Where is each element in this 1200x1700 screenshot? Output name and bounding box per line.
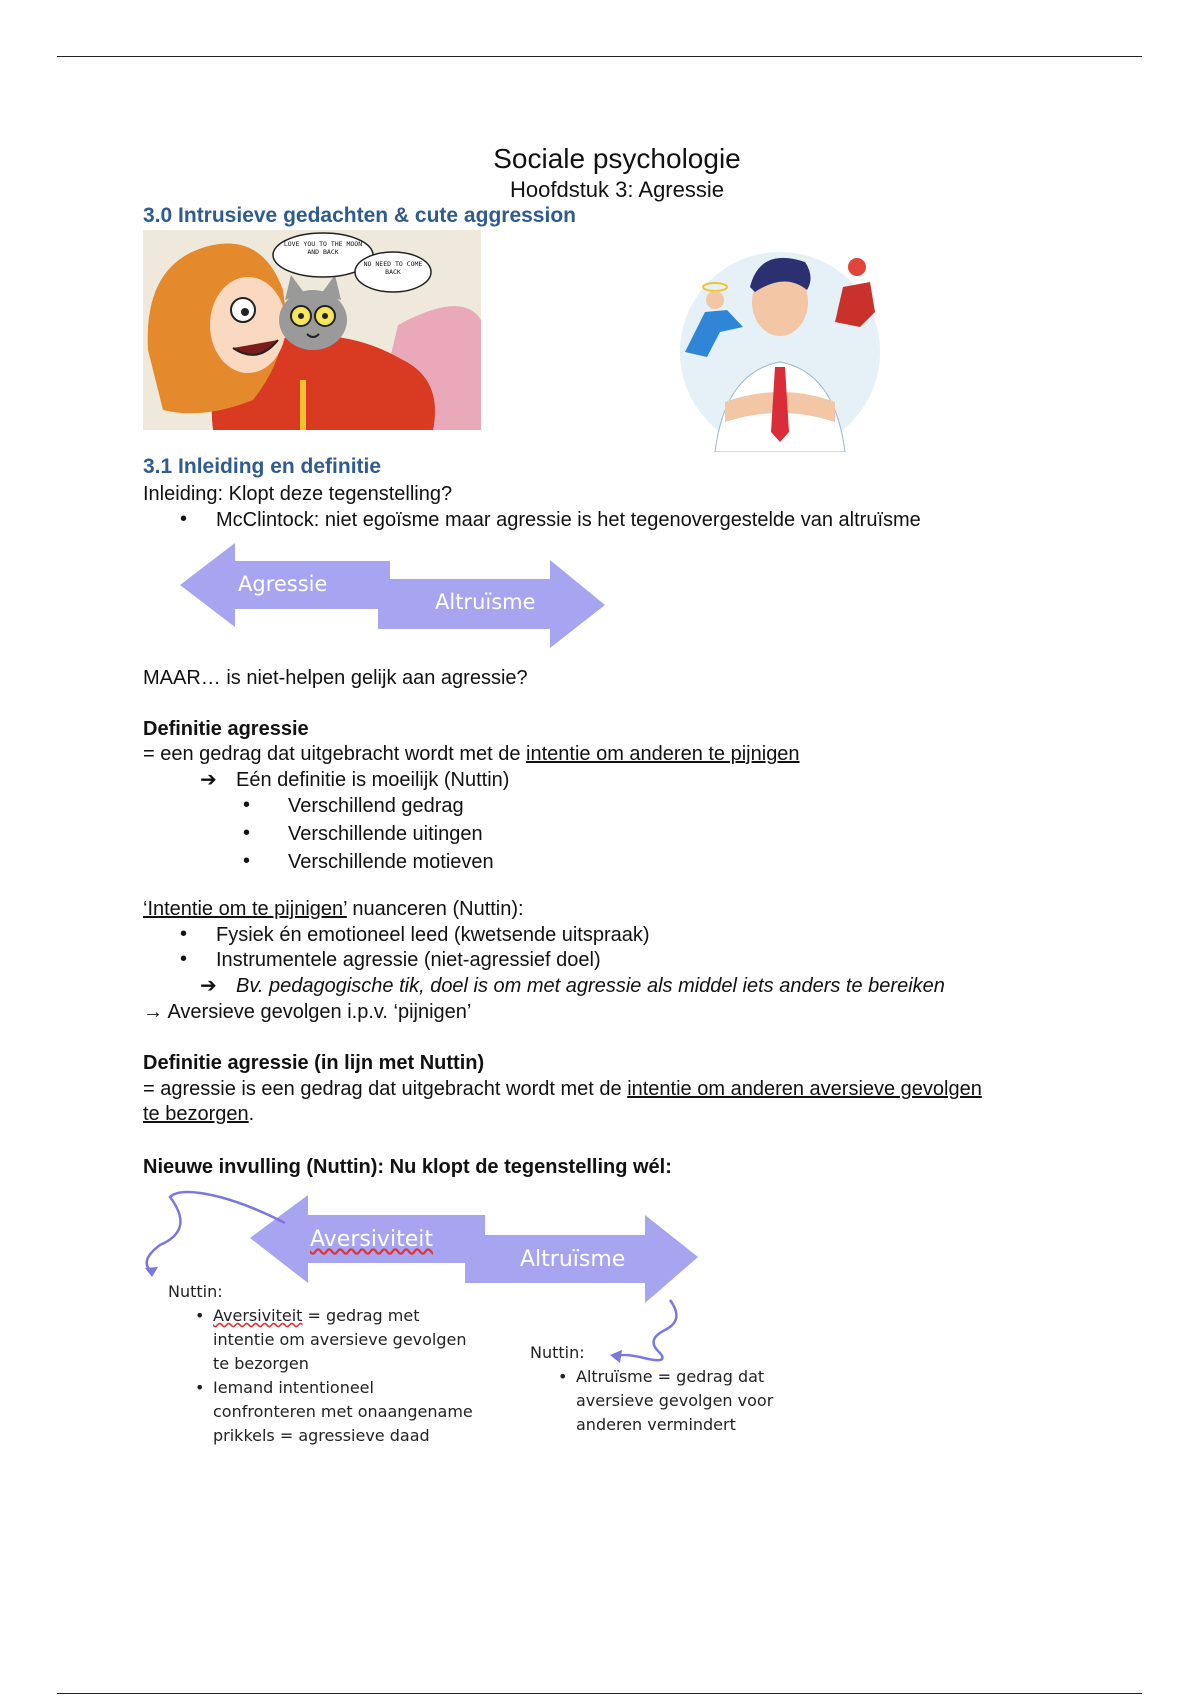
def1-arrow-item: Eén definitie is moeilijk (Nuttin)	[236, 769, 510, 791]
bullet-dot: •	[180, 948, 188, 970]
left-note-term: Aversiviteit	[213, 1306, 303, 1325]
bullet-dot: •	[243, 794, 251, 816]
def1-line-underlined: intentie om anderen te pijnigen	[526, 743, 800, 765]
def1-subitem-3: Verschillende motieven	[288, 851, 494, 873]
aversiviteit-text: Aversiviteit	[310, 1227, 433, 1252]
def1-subitem-1: Verschillend gedrag	[288, 795, 464, 817]
page-subtitle: Hoofdstuk 3: Agressie	[509, 177, 724, 202]
def2-line-pre: = agressie is een gedrag dat uitgebracht wordt met de	[143, 1078, 628, 1100]
arrow-label-aversiviteit	[310, 1227, 433, 1252]
right-note-label: Nuttin:	[530, 1343, 585, 1362]
left-note-b1-l3: te bezorgen	[213, 1354, 309, 1373]
left-note-b2-l3: prikkels = agressieve daad	[213, 1426, 430, 1445]
angel-devil-illustration	[665, 232, 885, 452]
arrow-label-agressie: Agressie	[238, 572, 328, 596]
arrow-bold-icon: ➔	[200, 975, 217, 997]
cartoon-bubble-2: NO NEED TO COME BACK	[363, 260, 423, 276]
nuance-bullet-1: Fysiek én emotioneel leed (kwetsende uitspraak)	[216, 924, 650, 946]
nuance-line	[143, 896, 524, 922]
bullet-dot: •	[243, 822, 251, 844]
top-rule	[57, 56, 1142, 57]
left-note-b2-l1: Iemand intentioneel	[213, 1378, 374, 1397]
intro-line: Inleiding: Klopt deze tegenstelling?	[143, 483, 453, 505]
def2-heading: Definitie agressie (in lijn met Nuttin)	[143, 1052, 485, 1074]
nuance-rest: nuanceren (Nuttin):	[346, 898, 524, 920]
bottom-rule	[57, 1693, 1142, 1694]
bullet-dot: •	[180, 923, 188, 945]
cartoon-bubble-1: LOVE YOU TO THE MOON AND BACK	[283, 240, 363, 256]
maar-line: MAAR… is niet-helpen gelijk aan agressie?	[143, 667, 528, 689]
nieuwe-heading: Nieuwe invulling (Nuttin): Nu klopt de tegenstelling wél:	[143, 1156, 672, 1178]
left-note-label: Nuttin:	[168, 1282, 223, 1301]
section-3-1-heading: 3.1 Inleiding en definitie	[143, 455, 382, 478]
left-note-b1-rest: = gedrag met	[302, 1306, 420, 1325]
left-note-b1-l1	[213, 1304, 420, 1328]
cute-aggression-cartoon	[143, 230, 481, 430]
def2-line-2	[143, 1101, 254, 1127]
agressie-altruisme-arrows	[180, 543, 605, 648]
def2-line-underlined-2: te bezorgen	[143, 1103, 249, 1125]
left-note-b2-l2: confronteren met onaangename	[213, 1402, 473, 1421]
aversiviteit-altruisme-diagram	[140, 1185, 780, 1460]
def2-line-underlined-1: intentie om anderen aversieve gevolgen	[627, 1078, 982, 1100]
bullet-dot: •	[180, 508, 188, 530]
right-note-b1-l2: aversieve gevolgen voor	[576, 1391, 774, 1410]
bullet-dot: •	[243, 850, 251, 872]
def2-line-end: .	[248, 1103, 255, 1125]
nuance-example: Bv. pedagogische tik, doel is om met agressie als middel iets anders te bereiken	[236, 975, 945, 997]
nuance-bullet-2: Instrumentele agressie (niet-agressief doel)	[216, 949, 601, 971]
section-3-0-heading: 3.0 Intrusieve gedachten & cute aggression	[143, 204, 576, 227]
bullet-dot: •	[195, 1378, 205, 1397]
arrow-bold-icon: ➔	[200, 769, 217, 791]
arrow-label-altruisme-2: Altruïsme	[520, 1247, 626, 1272]
right-note-b1-l1: Altruïsme = gedrag dat	[576, 1367, 765, 1386]
right-note-b1-l3: anderen vermindert	[576, 1415, 736, 1434]
mcclintock-bullet: McClintock: niet egoïsme maar agressie is het tegenovergestelde van altruïsme	[216, 509, 921, 531]
left-note-b1-l2: intentie om aversieve gevolgen	[213, 1330, 467, 1349]
bullet-dot: •	[195, 1306, 205, 1325]
nuance-underlined: ‘Intentie om te pijnigen’	[143, 898, 347, 920]
def2-line-1	[143, 1076, 982, 1102]
nuance-conclusion: → Aversieve gevolgen i.p.v. ‘pijnigen’	[143, 1001, 472, 1023]
arrow-label-altruisme: Altruïsme	[435, 590, 536, 614]
bullet-dot: •	[558, 1367, 568, 1386]
def1-subitem-2: Verschillende uitingen	[288, 823, 483, 845]
def1-line	[143, 741, 800, 767]
def1-line-pre: = een gedrag dat uitgebracht wordt met de	[143, 743, 527, 765]
page-title: Sociale psychologie	[493, 143, 741, 174]
def1-heading: Definitie agressie	[143, 718, 309, 740]
